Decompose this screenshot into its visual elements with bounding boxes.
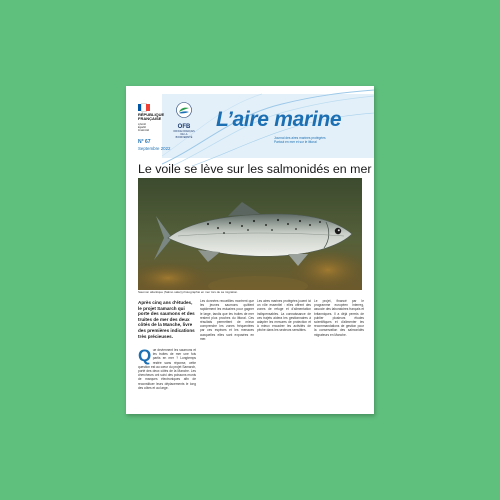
article-column-1 bbox=[138, 348, 196, 390]
newsletter-page bbox=[126, 86, 374, 414]
masthead-title: L’aire marine bbox=[216, 108, 342, 131]
flag-red-stripe bbox=[146, 104, 150, 111]
republique-name: RÉPUBLIQUE FRANÇAISE bbox=[138, 112, 165, 122]
article-lead: Après cinq ans d’études, le projet Samarch qui porte des saumons et des truites de mer des deux côtés de la Manche, livre des premières indications très précieuses. bbox=[138, 300, 195, 339]
ofb-logo bbox=[172, 102, 196, 139]
article-column-1-text: ue deviennent les saumons et les truites de mer une fois partis en mer ? Longtemps restée sans réponse, cette question est au cœur du projet Samarch, porté des deux côtés de la Manche. Les chercheurs ont suivi des poissons munis de marques électroniques afin de reconstituer leurs déplacements le long des côtes et au large. bbox=[138, 348, 196, 390]
issue-number: N° 67 bbox=[138, 139, 151, 145]
article-column-4: Le projet, financé par le programme européen Interreg, associe des laboratoires français et britanniques. Il a déjà permis de publier plusieurs études scientifiques et d’alimenter les recommandations de gestion pour la conservation des salmonidés migrateurs en Manche. bbox=[314, 299, 364, 337]
article-column-2: Les données recueillies montrent que les jeunes saumons quittent rapidement les estuaires pour gagner le large, tandis que les truites de mer restent plus proches du littoral. Ces résultats permettent de mieux comprendre les zones fréquentées par ces espèces et les menaces auxquelles elles sont exposées en mer. bbox=[200, 299, 254, 341]
issue-date: Septembre 2022 bbox=[138, 146, 171, 151]
salmon-photo bbox=[138, 178, 362, 290]
ofb-text: OFB bbox=[177, 124, 191, 130]
salmon-illustration bbox=[138, 178, 362, 290]
ofb-subtitle: OFFICE FRANÇAIS DE LA BIODIVERSITÉ bbox=[173, 130, 195, 139]
dropcap: Q bbox=[138, 346, 152, 365]
republique-francaise-logo bbox=[138, 104, 164, 132]
masthead-tagline: Journal des aires marines protégées Partout en mer et sur le littoral bbox=[274, 136, 326, 144]
republique-motto: Liberté Égalité Fraternité bbox=[138, 122, 150, 132]
article-column-3: Les aires marines protégées jouent ici un rôle essentiel : elles offrent des zones de refuge et d’alimentation indispensables. La connaissance de ces trajets aidera les gestionnaires à adapter les mesures de protection et à mieux encadrer les activités de pêche dans les secteurs sensibles. bbox=[257, 299, 311, 333]
article-headline: Le voile se lève sur les salmonidés en mer bbox=[138, 162, 372, 176]
ofb-mark-icon bbox=[176, 102, 192, 118]
photo-caption: Saumon atlantique (Salmo salar) photographié en mer lors de sa migration. bbox=[138, 291, 239, 294]
french-flag-icon bbox=[138, 104, 150, 111]
